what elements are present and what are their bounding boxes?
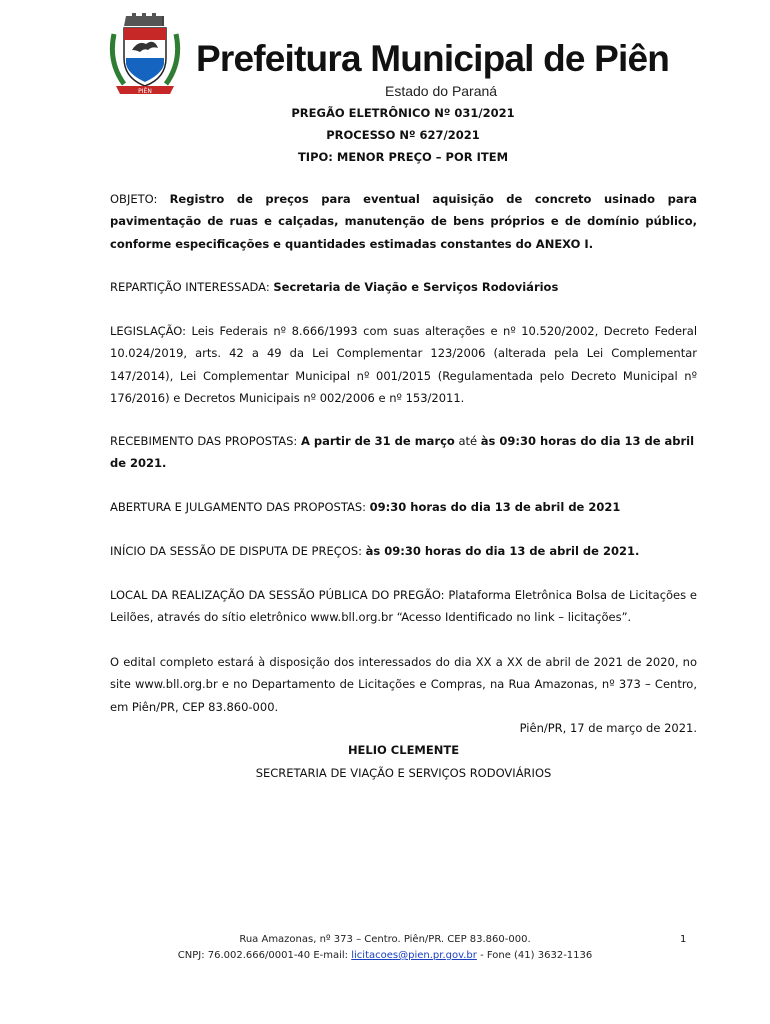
page-footer	[0, 932, 770, 964]
processo-number: PROCESSO Nº 627/2021	[326, 128, 480, 142]
footer-cnpj: CNPJ: 76.002.666/0001-40 E-mail:	[177, 950, 349, 961]
reparticao-paragraph	[110, 276, 697, 298]
recebimento-label: RECEBIMENTO DAS PROPOSTAS:	[110, 434, 298, 448]
reparticao-label: REPARTIÇÃO INTERESSADA:	[110, 280, 270, 294]
document-titles	[0, 102, 770, 168]
abertura-label: ABERTURA E JULGAMENTO DAS PROPOSTAS:	[110, 500, 367, 514]
municipality-title: Prefeitura Municipal de Piên	[196, 38, 670, 79]
objeto-paragraph	[110, 188, 697, 255]
date-line: Piên/PR, 17 de março de 2021.	[519, 721, 697, 735]
edital-paragraph: O edital completo estará à disposição dos interessados do dia XX a XX de abril de 2021 de 2020, no site www.bll.org.br e no Departamento de Licitações e Compras, na Rua Amazonas, nº 373 – Centro, em Piên/PR, CEP 83.860-000.	[110, 655, 697, 714]
signatory-name: HELIO CLEMENTE	[347, 743, 460, 757]
reparticao-value: Secretaria de Viação e Serviços Rodoviários	[273, 280, 559, 294]
footer-email-link[interactable]: licitacoes@pien.pr.gov.br	[351, 950, 477, 961]
tipo-line: TIPO: MENOR PREÇO – POR ITEM	[297, 150, 509, 164]
legislacao-paragraph	[110, 320, 697, 409]
objeto-label: OBJETO:	[110, 192, 158, 206]
pregao-number: PREGÃO ELETRÔNICO Nº 031/2021	[291, 106, 515, 120]
recebimento-part1: A partir de 31 de março	[300, 434, 455, 448]
letterhead	[106, 12, 706, 100]
abertura-paragraph	[110, 496, 697, 518]
state-subtitle: Estado do Paraná	[385, 83, 498, 99]
footer-phone: - Fone (41) 3632-1136	[480, 950, 593, 961]
legislacao-text: Leis Federais nº 8.666/1993 com suas alterações e nº 10.520/2002, Decreto Federal 10.024/2019, arts. 42 a 49 da Lei Complementar 123/2006 (alterada pela Lei Complementar 147/2014), Lei Complementar Municipal nº 001/2015 (Regulamentada pelo Decreto Municipal nº 176/2016) e Decretos Municipais nº 002/2006 e nº 153/2011.	[110, 324, 698, 405]
abertura-value: 09:30 horas do dia 13 de abril de 2021	[369, 500, 621, 514]
inicio-label: INÍCIO DA SESSÃO DE DISPUTA DE PREÇOS:	[110, 544, 362, 558]
recebimento-connector: até	[458, 434, 478, 448]
signatory-role: SECRETARIA DE VIAÇÃO E SERVIÇOS RODOVIÁRIOS	[255, 766, 552, 780]
recebimento-paragraph	[110, 430, 697, 475]
inicio-paragraph	[110, 540, 697, 562]
crest-ribbon-text: PIÊN	[138, 88, 152, 95]
legislacao-label: LEGISLAÇÃO:	[110, 324, 187, 338]
footer-address: Rua Amazonas, nº 373 – Centro. Piên/PR. CEP 83.860-000.	[239, 934, 531, 945]
objeto-text: Registro de preços para eventual aquisição de concreto usinado para pavimentação de ruas e calçadas, manutenção de bens próprios e de domínio público, conforme especificações e quantidades estimadas constantes do ANEXO I.	[110, 192, 698, 251]
local-paragraph: LOCAL DA REALIZAÇÃO DA SESSÃO PÚBLICA DO PREGÃO: Plataforma Eletrônica Bolsa de Licitações e Leilões, através do sítio eletrônico www.bll.org.br “Acesso Identificado no link – licitações”.	[110, 588, 697, 625]
municipal-crest-icon	[106, 12, 184, 98]
page-number: 1	[680, 934, 687, 945]
inicio-value: às 09:30 horas do dia 13 de abril de 2021.	[365, 544, 640, 558]
recebimento-part2: às 09:30 horas do dia 13 de abril de 2021.	[110, 434, 695, 471]
footer-contact	[0, 948, 770, 964]
